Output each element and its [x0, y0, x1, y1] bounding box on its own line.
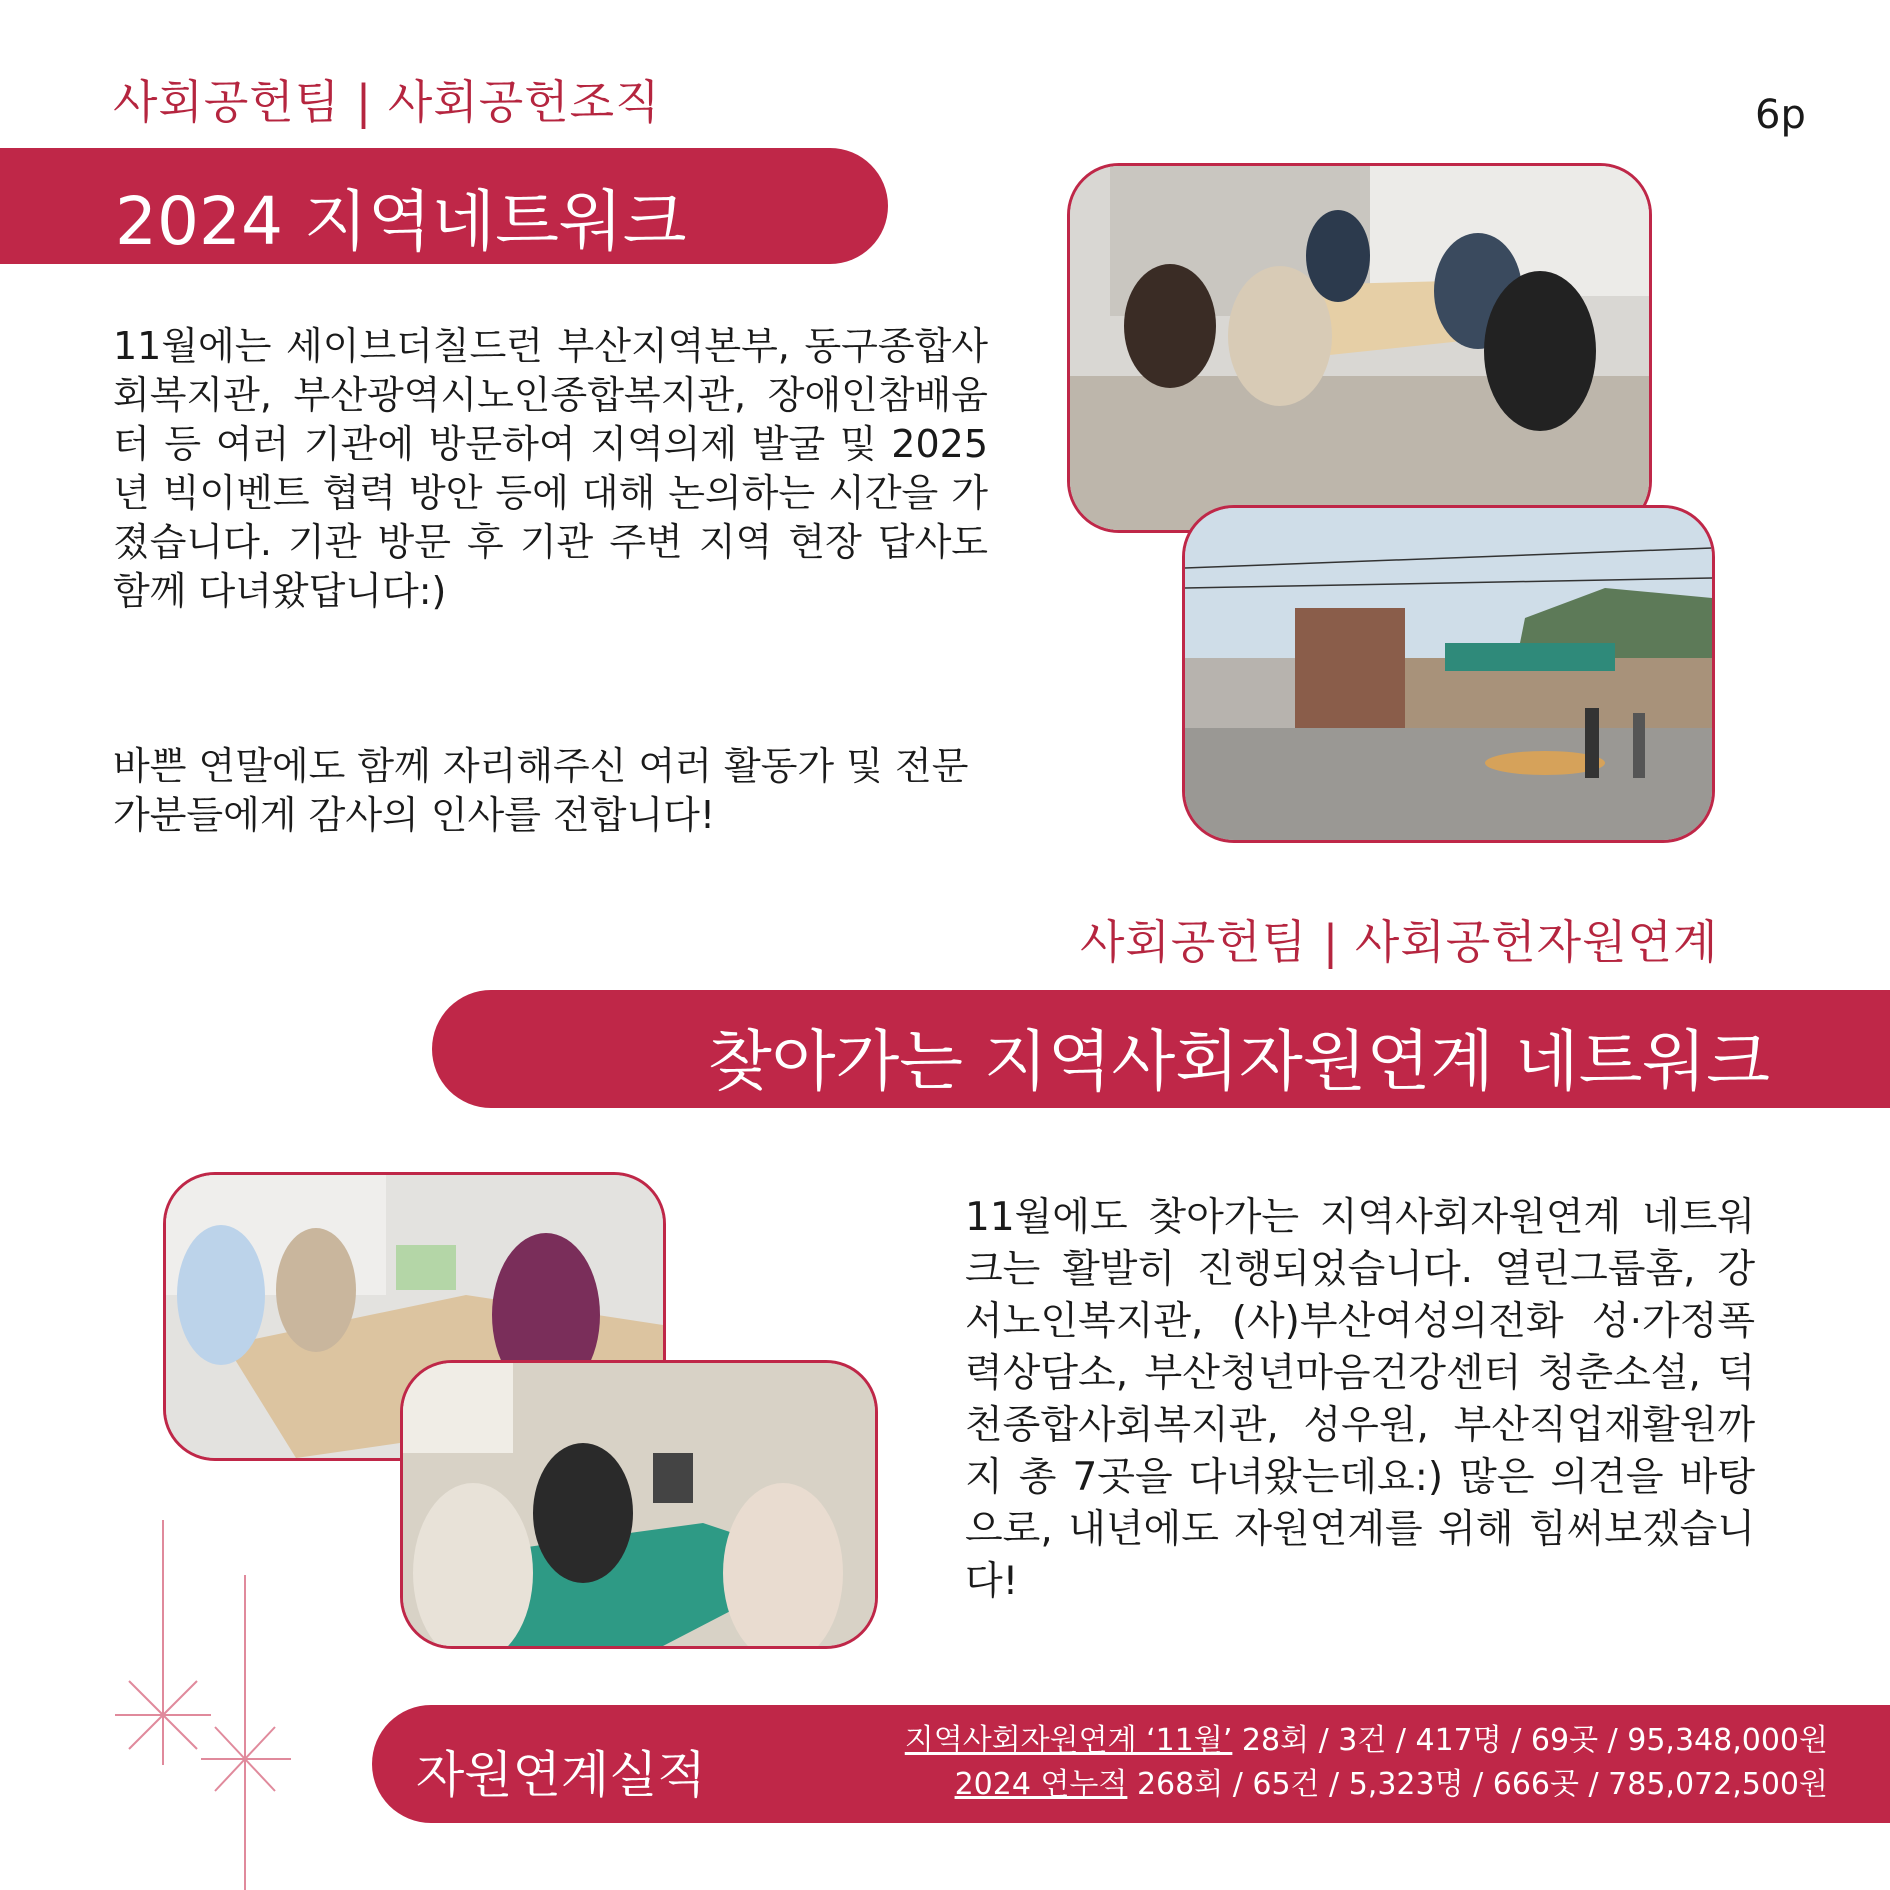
sparkle-icon [201, 1713, 291, 1805]
section2-title: 찾아가는 지역사회자원연계 네트워크 [707, 1023, 1770, 1100]
section1-subtitle: 사회공헌팀 | 사회공헌조직 [113, 75, 661, 129]
meeting-photo-3 [400, 1360, 878, 1649]
sparkle-decoration [105, 1515, 315, 1890]
section1-paragraph1: 11월에는 세이브더칠드런 부산지역본부, 동구종합사회복지관, 부산광역시노인종합복지관, 장애인참배움터 등 여러 기관에 방문하여 지역의제 발굴 및 2025년 빅이벤트 협력 방안 등에 대해 논의하는 시간을 가졌습니다. 기관 방문 후 기관 주변 지역 현장 답사도 함께 다녀왔답니다:) [113, 324, 988, 613]
page-number: 6p [1755, 92, 1806, 138]
results-row1-values: 28회 / 3건 / 417명 / 69곳 / 95,348,000원 [1241, 1723, 1828, 1758]
section1-title-bar [0, 148, 888, 264]
results-values [905, 1719, 1828, 1807]
meeting-photo-1 [1067, 163, 1652, 533]
results-bar [372, 1705, 1890, 1823]
results-row2-label: 2024 연누적 [954, 1767, 1128, 1802]
results-row2-values: 268회 / 65건 / 5,323명 / 666곳 / 785,072,500원 [1136, 1767, 1828, 1802]
section2-title-bar [432, 990, 1890, 1108]
section1-title: 2024 지역네트워크 [115, 183, 687, 260]
results-label: 자원연계실적 [416, 1746, 706, 1804]
section2-subtitle: 사회공헌팀 | 사회공헌자원연계 [1080, 915, 1719, 969]
section1-paragraph2: 바쁜 연말에도 함께 자리해주신 여러 활동가 및 전문가분들에게 감사의 인사를 전합니다! [113, 744, 969, 837]
street-photo-graphic [1185, 508, 1712, 840]
section2-paragraph: 11월에도 찾아가는 지역사회자원연계 네트워크는 활발히 진행되었습니다. 열린그룹홈, 강서노인복지관, (사)부산여성의전화 성·가정폭력상담소, 부산청년마음건강센터 청춘소설, 덕천종합사회복지관, 성우원, 부산직업재활원까지 총 7곳을 다녀왔는데요:) 많은 의견을 바탕으로, 내년에도 자원연계를 위해 힘써보겠습니다! [965, 1195, 1755, 1604]
sparkle-icon [115, 1665, 211, 1765]
results-row1-label: 지역사회자원연계 ‘11월’ [904, 1723, 1233, 1758]
results-row-2 [905, 1763, 1828, 1807]
meeting-photo-3-graphic [403, 1363, 875, 1646]
street-photo [1182, 505, 1715, 843]
results-row-1 [905, 1719, 1828, 1763]
meeting-photo-1-graphic [1070, 166, 1649, 530]
